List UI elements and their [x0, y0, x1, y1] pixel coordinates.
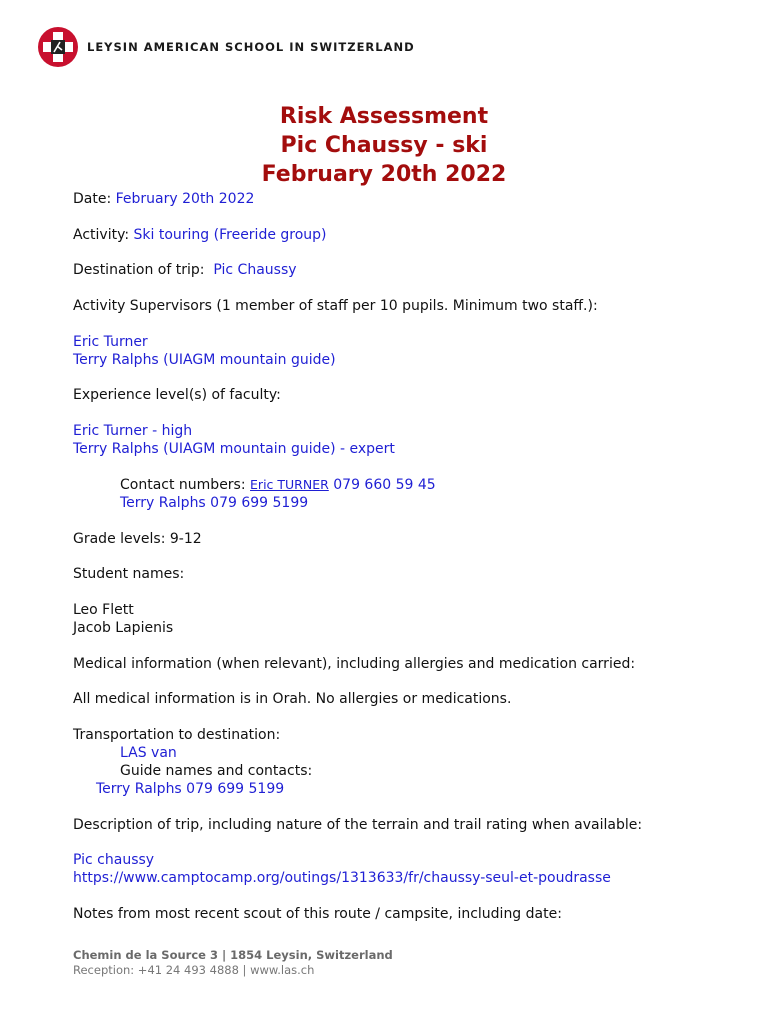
footer-address: Chemin de la Source 3 | 1854 Leysin, Switzerland [73, 948, 393, 962]
date-label: Date: [73, 191, 112, 207]
experience-item: Terry Ralphs (UIAGM mountain guide) - expert [73, 441, 395, 458]
description-url[interactable]: https://www.camptocamp.org/outings/1313633/fr/chaussy-seul-et-poudrasse [73, 870, 611, 887]
students-label: Student names: [73, 566, 185, 583]
contact-row-terry: Terry Ralphs 079 699 5199 [120, 494, 309, 511]
guide-value: Terry Ralphs 079 699 5199 [96, 780, 285, 797]
guide-label: Guide names and contacts: [120, 762, 313, 779]
destination-label: Destination of trip: [73, 262, 205, 279]
experience-label: Experience level(s) of faculty: [73, 387, 281, 404]
contact-number-eric: 079 660 59 45 [333, 476, 436, 493]
description-label: Description of trip, including nature of the terrain and trail rating when available: [73, 816, 643, 833]
grade-levels: Grade levels: 9-12 [73, 530, 202, 547]
experience-item: Eric Turner - high [73, 423, 193, 440]
contact-row [73, 476, 733, 494]
activity-label: Activity: [73, 226, 130, 243]
transport-value: LAS van [120, 744, 177, 761]
las-logo-icon [37, 26, 79, 68]
activity-value: Ski touring (Freeride group) [133, 226, 327, 243]
destination-value: Pic Chaussy [213, 262, 297, 279]
medical-value: All medical information is in Orah. No allergies or medications. [73, 691, 512, 708]
school-name: LEYSIN AMERICAN SCHOOL IN SWITZERLAND [87, 40, 415, 54]
date-value: February 20th 2022 [115, 191, 255, 207]
title-line-1: Risk Assessment [279, 104, 489, 129]
title-line-2: Pic Chaussy - ski [280, 133, 488, 158]
medical-label: Medical information (when relevant), including allergies and medication carried: [73, 655, 636, 672]
school-header [37, 26, 415, 68]
description-name: Pic chaussy [73, 852, 155, 869]
document-body [73, 190, 733, 923]
student-item: Jacob Lapienis [73, 619, 174, 636]
footer-reception: Reception: +41 24 493 4888 | www.las.ch [73, 963, 315, 977]
document-title [0, 102, 768, 189]
title-line-3: February 20th 2022 [261, 162, 507, 187]
destination-row [73, 261, 733, 279]
activity-row [73, 226, 733, 244]
date-row [73, 190, 733, 208]
contact-link-eric-turner[interactable]: Eric TURNER [250, 476, 329, 492]
transport-label: Transportation to destination: [73, 726, 281, 743]
notes-label: Notes from most recent scout of this route / campsite, including date: [73, 906, 562, 922]
supervisors-label: Activity Supervisors (1 member of staff per 10 pupils. Minimum two staff.): [73, 298, 598, 315]
supervisor-item: Terry Ralphs (UIAGM mountain guide) [73, 351, 336, 368]
student-item: Leo Flett [73, 601, 134, 618]
supervisor-item: Eric Turner [73, 333, 148, 350]
page-footer [73, 948, 393, 978]
contact-label: Contact numbers: [120, 476, 246, 493]
